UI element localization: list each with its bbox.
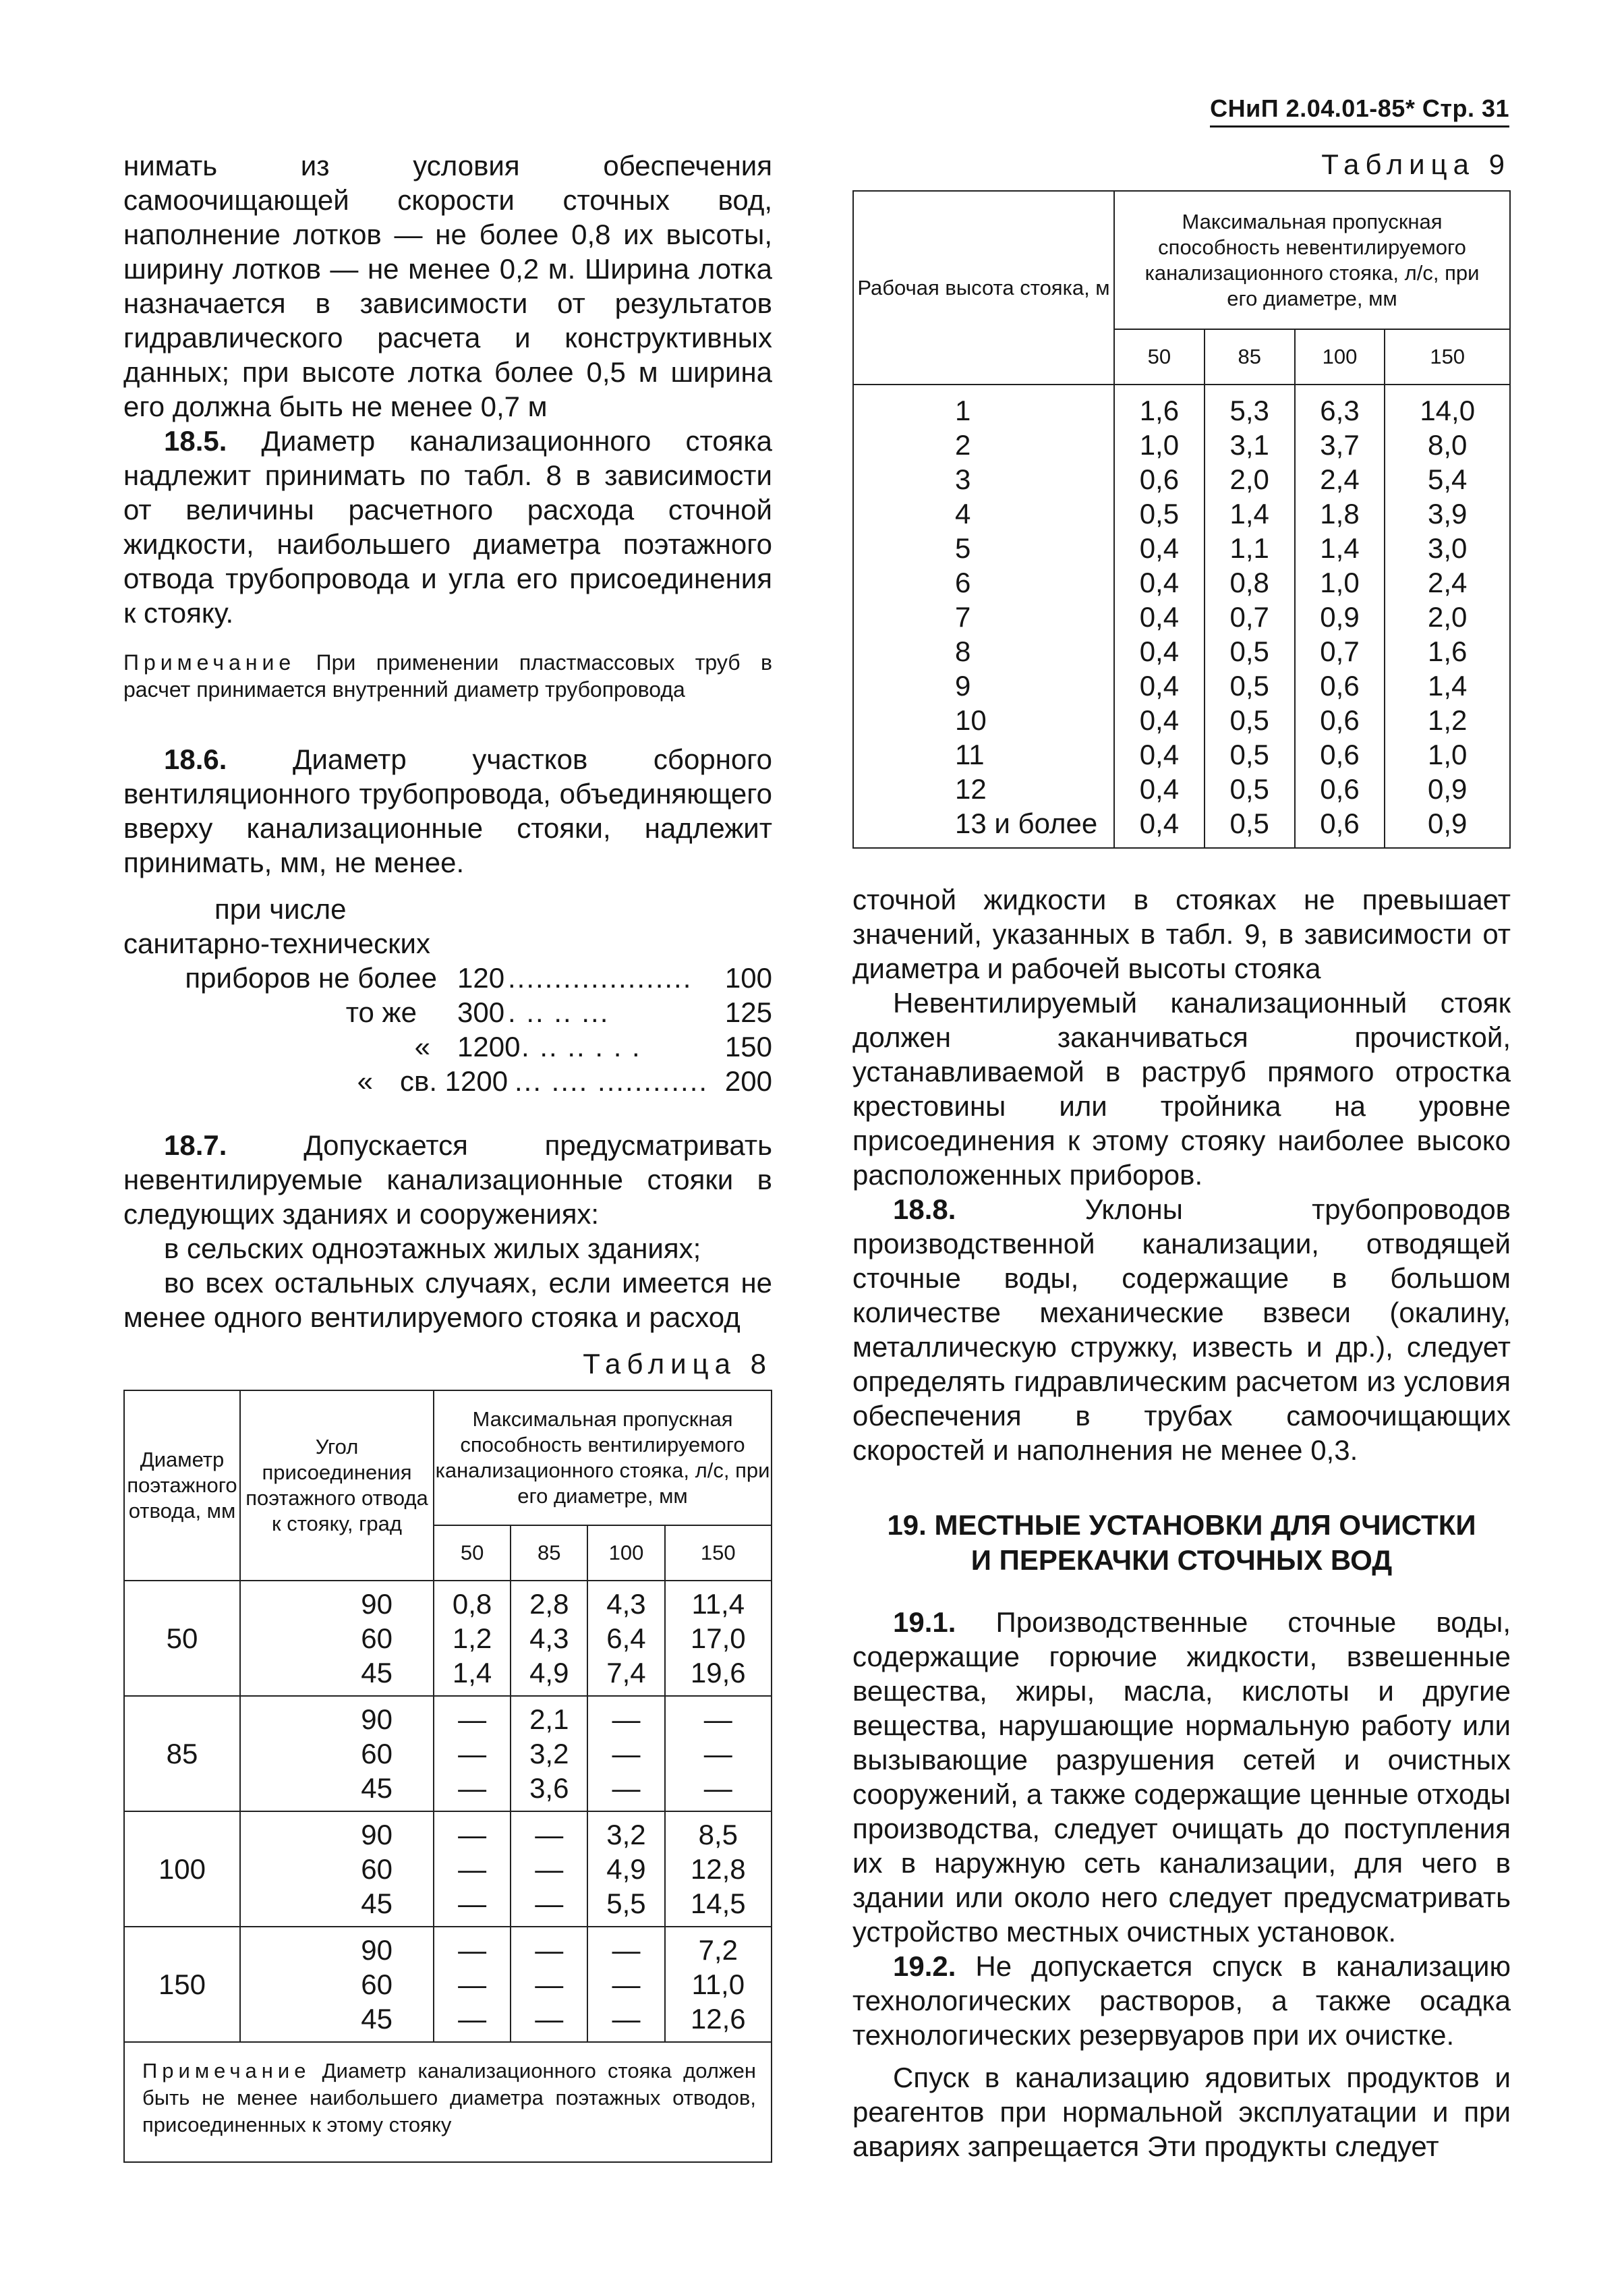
paragraph-18-7 — [123, 1128, 772, 1231]
t8-cell-value: 7,2 11,0 12,6 — [665, 1927, 772, 2042]
t8-cell-diameter: 50 — [124, 1581, 240, 1696]
vent-row-value: 150 — [724, 1031, 772, 1062]
t8-cell-value: 0,8 1,2 1,4 — [434, 1581, 511, 1696]
t8-cell-angles: 90 60 45 — [240, 1581, 434, 1696]
t8-header-capacity: Максимальная пропускная способность вентилируемого канализационного стояка, л/с, при его диаметре, мм — [434, 1390, 772, 1525]
vent-row-value: 100 — [724, 962, 772, 994]
t8-cell-value: — — — — [665, 1696, 772, 1811]
vent-intro-line: при числе — [214, 893, 347, 925]
t8-subheader: 150 — [665, 1525, 772, 1581]
paragraph-18-7-item: в сельских одноэтажных жилых зданиях; — [164, 1232, 701, 1264]
paragraph-18-7-item: во всех остальных случаях, если имеется не менее одного вентилируемого стояка и расход — [123, 1267, 772, 1333]
t8-cell-value: — — — — [434, 1811, 511, 1927]
paragraph-continuation-right: сточной жидкости в стояках не превышает значений, указанных в табл. 9, в зависимости от диаметра и рабочей высоты стояка — [852, 884, 1511, 984]
clause-text: Уклоны трубопроводов производственной канализации, отводящей сточные воды, содержащие в большом количестве механические взвеси (окалину, металлическую стружку, известь и др.), следует определять гидравлическим расчетом из условия обеспечения в трубах самоочищающих скоростей и наполнения не менее 0,3. — [852, 1193, 1511, 1466]
clause-number: 18.6. — [164, 743, 227, 775]
paragraph-continuation: нимать из условия обеспечения самоочищающей скорости сточных вод, наполнение лотков — не более 0,8 их высоты, ширину лотков — не менее 0,2 м. Ширина лотка назначается в зависимости от результатов гидравлического расчета и конструктивных данных; при высоте лотка более 0,5 м ширина его должна быть не менее 0,7 м — [123, 150, 772, 422]
clause-number: 18.8. — [893, 1193, 956, 1225]
paragraph-18-5 — [123, 424, 772, 630]
t9-subheader: 85 — [1205, 329, 1295, 385]
note-18-5 — [123, 649, 772, 703]
vent-row — [123, 1064, 772, 1098]
paragraph-toxic: Спуск в канализацию ядовитых продуктов и реагентов при нормальной эксплуатации и при авариях запрещается Эти продукты следует — [852, 2062, 1511, 2162]
paragraph-19-2 — [852, 1949, 1511, 2052]
vent-row-count: 1200 — [457, 1031, 521, 1062]
vent-row-count: 120 — [457, 962, 505, 994]
t8-subheader: 100 — [587, 1525, 664, 1581]
note-text: При применении пластмассовых труб в расчет принимается внутренний диаметр трубопровода — [123, 650, 772, 702]
note-label: Примечание — [142, 2059, 311, 2082]
t8-note — [124, 2042, 772, 2162]
running-header: СНиП 2.04.01-85* Стр. 31 — [1210, 94, 1509, 128]
vent-row-value: 200 — [724, 1065, 772, 1097]
t8-group-row — [124, 1581, 772, 1696]
clause-text: Не допускается спуск в канализацию технологических растворов, а также осадка технологических резервуаров при их очистке. — [852, 1950, 1511, 2051]
t9-header-height: Рабочая высота стояка, м — [853, 191, 1114, 385]
note-text: Диаметр канализационного стояка должен быть не менее наибольшего диаметра поэтажных отводов, присоединенных к этому стояку — [142, 2059, 756, 2136]
t8-cell-angles: 90 60 45 — [240, 1811, 434, 1927]
t8-cell-value: 11,4 17,0 19,6 — [665, 1581, 772, 1696]
paragraph-18-6 — [123, 742, 772, 880]
vent-row-label: « — [357, 1065, 373, 1097]
t8-group-row — [124, 1927, 772, 2042]
t9-body-row — [853, 385, 1510, 848]
vent-row-count: св. 1200 — [400, 1065, 509, 1097]
t8-header-diameter: Диаметр поэтажного отвода, мм — [124, 1390, 240, 1581]
vent-row-leader: . .. .. ... — [508, 996, 610, 1028]
table-8-caption: Таблица 8 — [583, 1348, 772, 1380]
t8-cell-value: 8,5 12,8 14,5 — [665, 1811, 772, 1927]
t8-subheader: 50 — [434, 1525, 511, 1581]
section-heading-19: 19. МЕСТНЫЕ УСТАНОВКИ ДЛЯ ОЧИСТКИ И ПЕРЕКАЧКИ СТОЧНЫХ ВОД — [887, 1509, 1476, 1576]
table-9-caption: Таблица 9 — [1321, 148, 1511, 180]
note-label: Примечание — [123, 650, 296, 675]
table-9 — [852, 190, 1511, 849]
t9-subheader: 100 — [1295, 329, 1385, 385]
t8-group-row — [124, 1811, 772, 1927]
paragraph-18-8 — [852, 1192, 1511, 1467]
left-column — [123, 148, 772, 2163]
t8-cell-value: 4,3 6,4 7,4 — [587, 1581, 664, 1696]
t8-cell-value: — — — — [434, 1696, 511, 1811]
vent-row-value: 125 — [724, 996, 772, 1028]
t9-col-height: 1 2 3 4 5 6 7 8 9 10 11 12 13 и более — [853, 385, 1114, 848]
clause-number: 19.2. — [893, 1950, 956, 1982]
t8-header-angle: Угол присоединения поэтажного отвода к стояку, град — [240, 1390, 434, 1581]
t8-cell-diameter: 85 — [124, 1696, 240, 1811]
table-8 — [123, 1390, 772, 2163]
t9-col-85: 5,3 3,1 2,0 1,4 1,1 0,8 0,7 0,5 0,5 0,5 0,5 0,5 0,5 — [1205, 385, 1295, 848]
vent-intro-line: санитарно-технических — [123, 928, 430, 959]
t8-cell-diameter: 150 — [124, 1927, 240, 2042]
vent-row-label: « — [414, 1031, 430, 1062]
t8-cell-diameter: 100 — [124, 1811, 240, 1927]
t8-group-row — [124, 1696, 772, 1811]
t8-cell-value: — — — — [434, 1927, 511, 2042]
t9-col-100: 6,3 3,7 2,4 1,8 1,4 1,0 0,9 0,7 0,6 0,6 0,6 0,6 0,6 — [1295, 385, 1385, 848]
clause-number: 18.7. — [164, 1129, 227, 1161]
vent-row-label: то же — [345, 996, 417, 1028]
t9-col-150: 14,0 8,0 5,4 3,9 3,0 2,4 2,0 1,6 1,4 1,2 1,0 0,9 0,9 — [1385, 385, 1510, 848]
t8-cell-value: — — — — [511, 1811, 587, 1927]
vent-row-leader: ... .... ............ — [515, 1065, 709, 1097]
vent-row-leader: . .. .. . . . — [521, 1031, 641, 1062]
t8-cell-value: 3,2 4,9 5,5 — [587, 1811, 664, 1927]
t8-cell-value: — — — — [587, 1927, 664, 2042]
right-column — [852, 148, 1511, 2163]
paragraph-nonvent-stack: Невентилируемый канализационный стояк должен заканчиваться прочисткой, устанавливаемой в раструб прямого отростка крестовины или тройника на уровне присоединения к этому стояку наиболее высоко расположенных приборов. — [852, 987, 1511, 1191]
vent-row — [123, 961, 772, 995]
t8-cell-value: — — — — [511, 1927, 587, 2042]
t8-cell-angles: 90 60 45 — [240, 1696, 434, 1811]
clause-number: 18.5. — [164, 425, 227, 457]
t8-cell-value: 2,1 3,2 3,6 — [511, 1696, 587, 1811]
t9-subheader: 150 — [1385, 329, 1510, 385]
clause-text: Производственные сточные воды, содержащие горючие жидкости, взвешенные вещества, жиры, масла, кислоты и другие вещества, нарушающие нормальную работу или вызывающие разрушения сетей и очистных сооружений, а также содержащие ценные отходы производства, следует очищать до поступления их в наружную сеть канализации, для чего в здании или около него следует предусматривать устройство местных очистных установок. — [852, 1606, 1511, 1948]
vent-row-count: 300 — [457, 996, 505, 1028]
clause-number: 19.1. — [893, 1606, 956, 1638]
vent-row — [123, 995, 772, 1029]
t9-header-capacity: Максимальная пропускная способность невентилируемого канализационного стояка, л/с, при его диаметре, мм — [1114, 191, 1510, 329]
vent-row-leader: .................... — [508, 962, 693, 994]
t8-subheader: 85 — [511, 1525, 587, 1581]
t8-cell-value: 2,8 4,3 4,9 — [511, 1581, 587, 1696]
t8-cell-angles: 90 60 45 — [240, 1927, 434, 2042]
clause-text: Диаметр участков сборного вентиляционного трубопровода, объединяющего вверху канализационные стояки, надлежит принимать, мм, не менее. — [123, 743, 772, 878]
t8-cell-value: — — — — [587, 1696, 664, 1811]
t9-col-50: 1,6 1,0 0,6 0,5 0,4 0,4 0,4 0,4 0,4 0,4 0,4 0,4 0,4 — [1114, 385, 1205, 848]
vent-diameter-list — [123, 892, 772, 1098]
vent-row — [123, 1029, 772, 1064]
clause-text: Диаметр канализационного стояка надлежит принимать по табл. 8 в зависимости от величины расчетного расхода сточной жидкости, наибольшего диаметра поэтажного отвода трубопровода и угла его присоединения к стояку. — [123, 425, 772, 629]
t9-subheader: 50 — [1114, 329, 1205, 385]
paragraph-19-1 — [852, 1605, 1511, 1949]
vent-row-label: приборов не более — [185, 962, 437, 994]
clause-text: Допускается предусматривать невентилируемые канализационные стояки в следующих зданиях и сооружениях: — [123, 1129, 772, 1230]
